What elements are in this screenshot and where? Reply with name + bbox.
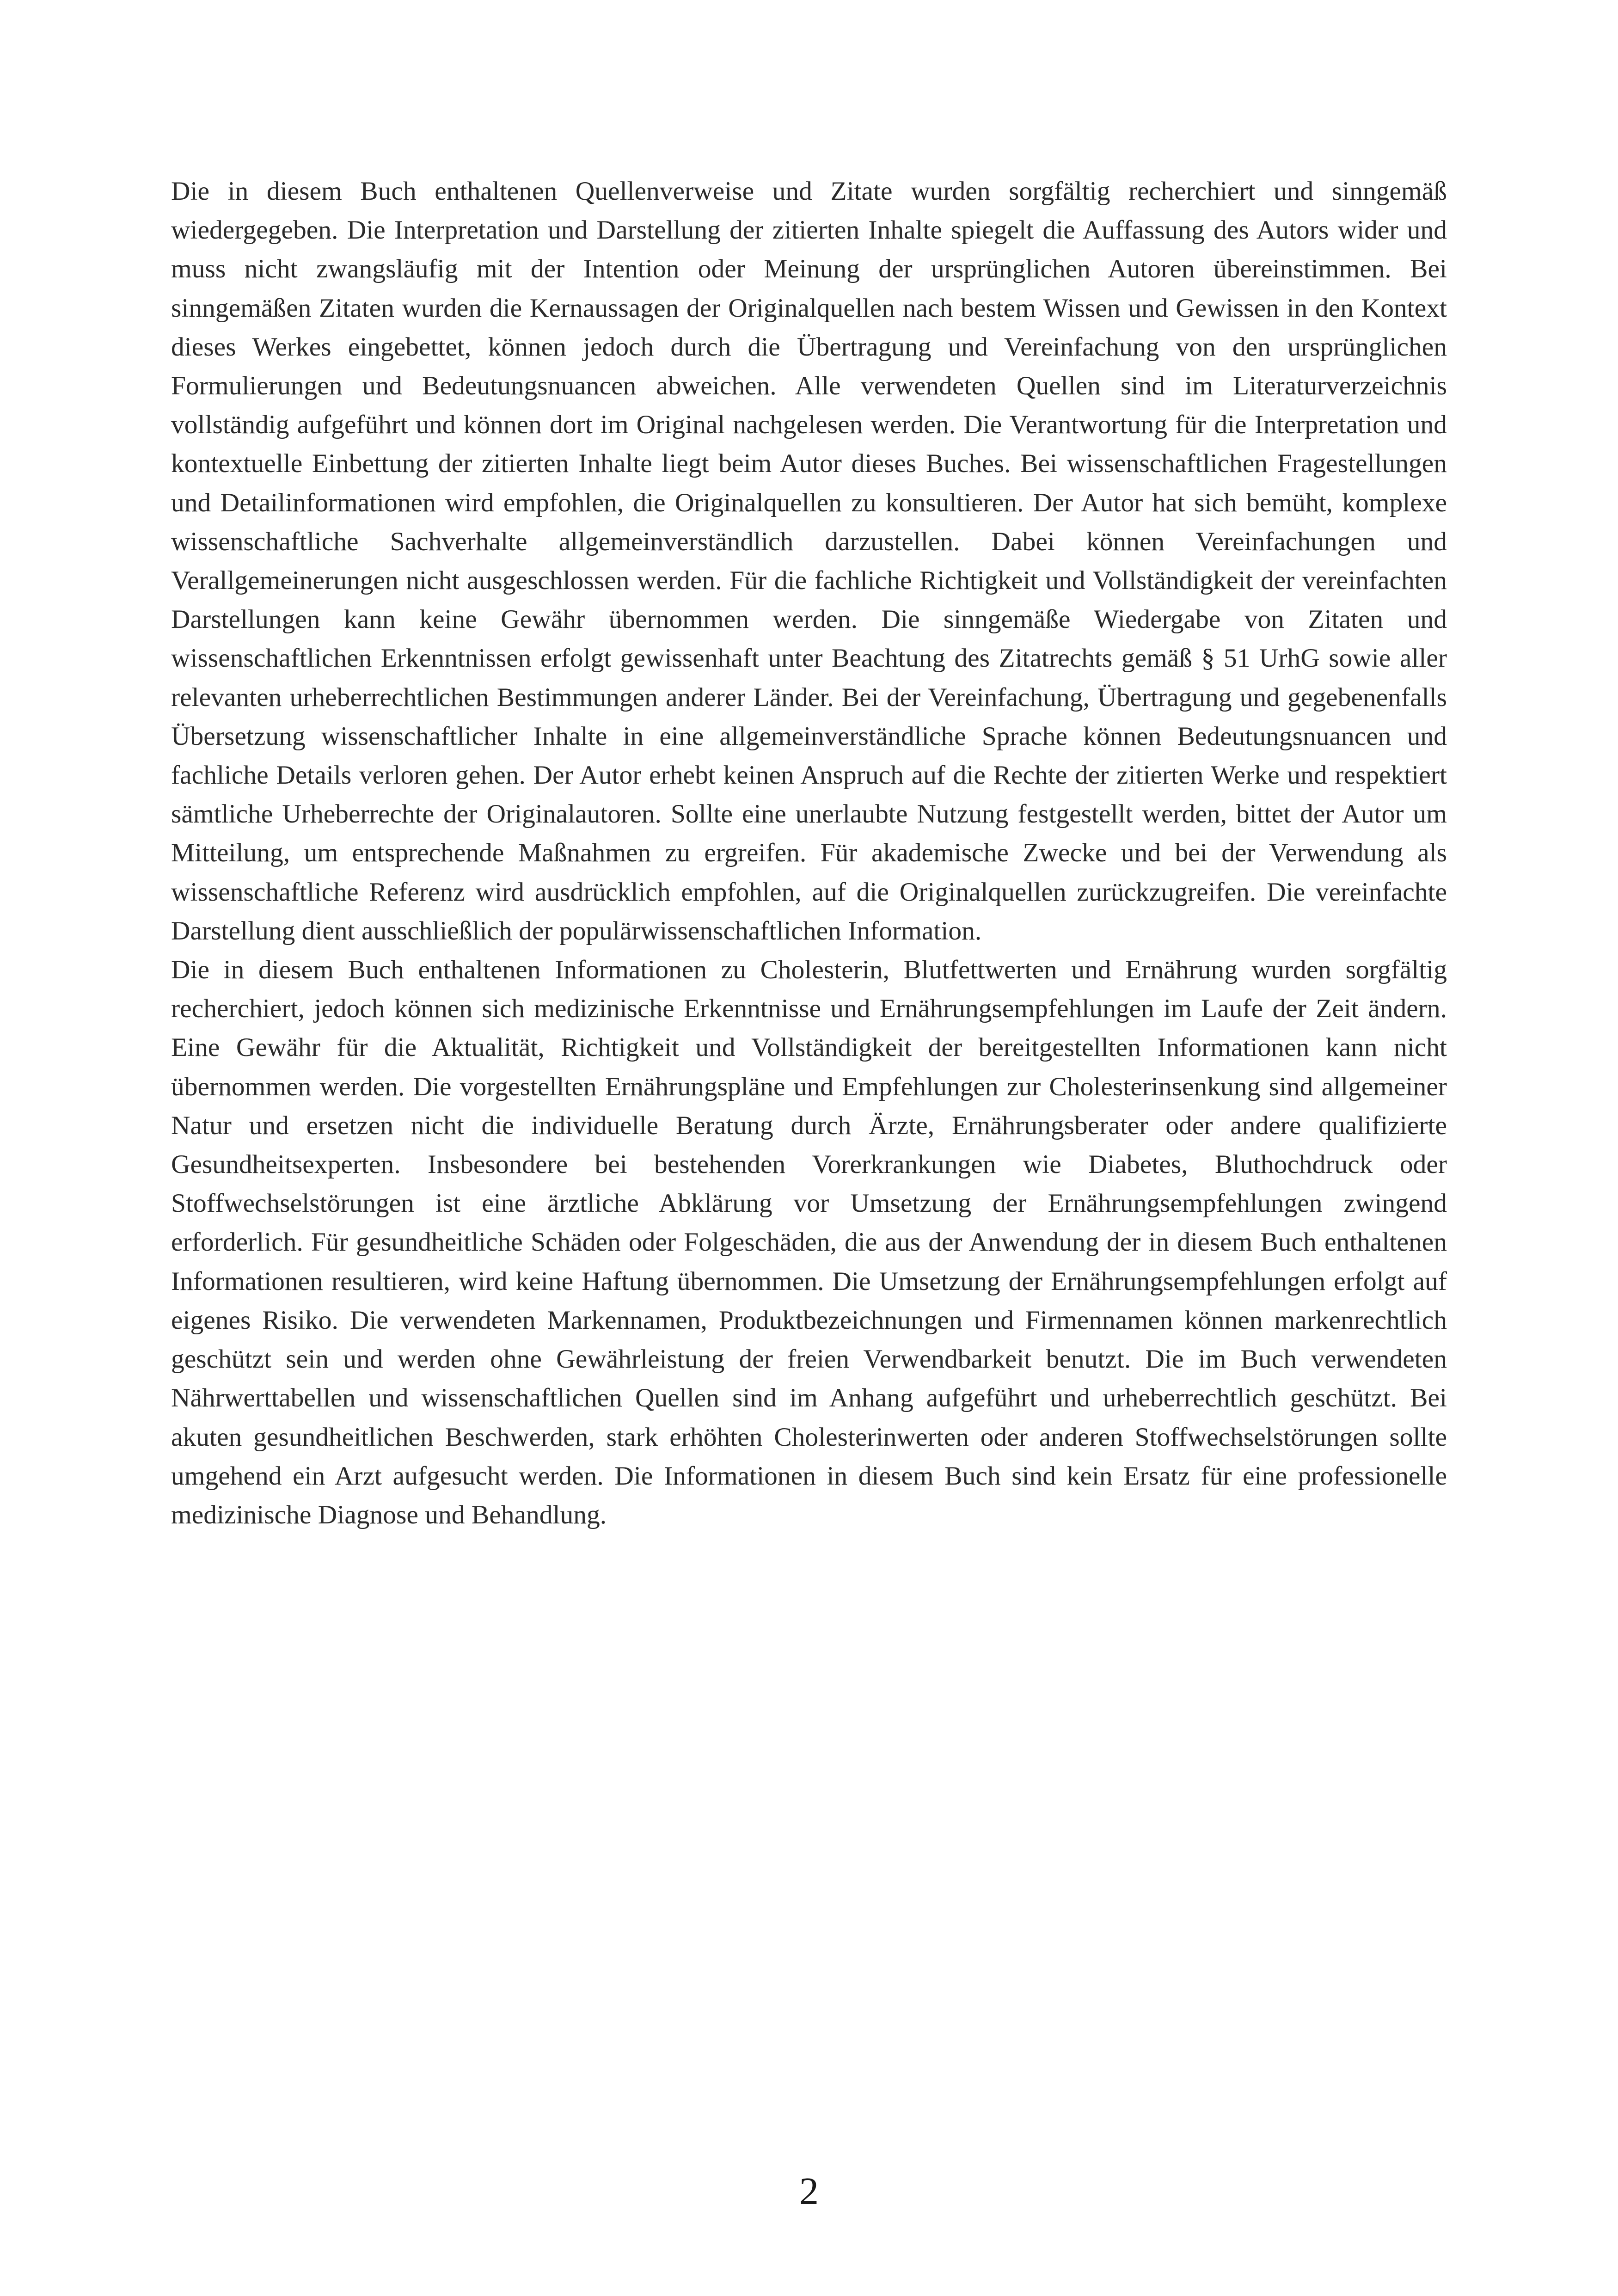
paragraph-health-disclaimer: Die in diesem Buch enthaltenen Informationen zu Cholesterin, Blutfettwerten und Ernährung wurden sorgfältig recherchiert, jedoch können sich medizinische Erkenntnisse und Ernährungsempfehlungen im Laufe der Zeit ändern. Eine Gewähr für die Aktualität, Richtigkeit und Vollständigkeit der bereitgestellten Informationen kann nicht übernommen werden. Die vorgestellten Ernährungspläne und Empfehlungen zur Cholesterinsenkung sind allgemeiner Natur und ersetzen nicht die individuelle Beratung durch Ärzte, Ernährungsberater oder andere qualifizierte Gesundheitsexperten. Insbesondere bei bestehenden Vorerkrankungen wie Diabetes, Bluthochdruck oder Stoffwechselstörungen ist eine ärztliche Abklärung vor Umsetzung der Ernährungsempfehlungen zwingend erforderlich. Für gesundheitliche Schäden oder Folgeschäden, die aus der Anwendung der in diesem Buch enthaltenen Informationen resultieren, wird keine Haftung übernommen. Die Umsetzung der Ernährungsempfehlungen erfolgt auf eigenes Risiko. Die verwendeten Markennamen, Produktbezeichnungen und Firmennamen können markenrechtlich geschützt sein und werden ohne Gewährleistung der freien Verwendbarkeit benutzt. Die im Buch verwendeten Nährwerttabellen und wissenschaftlichen Quellen sind im Anhang aufgeführt und urheberrechtlich geschützt. Bei akuten gesundheitlichen Beschwerden, stark erhöhten Cholesterinwerten oder anderen Stoffwechselstörungen sollte umgehend ein Arzt aufgesucht werden. Die Informationen in diesem Buch sind kein Ersatz für eine professionelle medizinische Diagnose und Behandlung.	[171, 955, 1447, 1529]
body-text	[171, 172, 1447, 1535]
paragraph-source-disclaimer: Die in diesem Buch enthaltenen Quellenverweise und Zitate wurden sorgfältig recherchiert und sinngemäß wiedergegeben. Die Interpretation und Darstellung der zitierten Inhalte spiegelt die Auffassung des Autors wider und muss nicht zwangsläufig mit der Intention oder Meinung der ursprünglichen Autoren übereinstimmen. Bei sinngemäßen Zitaten wurden die Kernaussagen der Originalquellen nach bestem Wissen und Gewissen in den Kontext dieses Werkes eingebettet, können jedoch durch die Übertragung und Vereinfachung von den ursprünglichen Formulierungen und Bedeutungsnuancen abweichen. Alle verwendeten Quellen sind im Literaturverzeichnis vollständig aufgeführt und können dort im Original nachgelesen werden. Die Verantwortung für die Interpretation und kontextuelle Einbettung der zitierten Inhalte liegt beim Autor dieses Buches. Bei wissenschaftlichen Fragestellungen und Detailinformationen wird empfohlen, die Originalquellen zu konsultieren. Der Autor hat sich bemüht, komplexe wissenschaftliche Sachverhalte allgemeinverständlich darzustellen. Dabei können Vereinfachungen und Verallgemeinerungen nicht ausgeschlossen werden. Für die fachliche Richtigkeit und Vollständigkeit der vereinfachten Darstellungen kann keine Gewähr übernommen werden. Die sinngemäße Wiedergabe von Zitaten und wissenschaftlichen Erkenntnissen erfolgt gewissenhaft unter Beachtung des Zitatrechts gemäß § 51 UrhG sowie aller relevanten urheberrechtlichen Bestimmungen anderer Länder. Bei der Vereinfachung, Übertragung und gegebenenfalls Übersetzung wissenschaftlicher Inhalte in eine allgemeinverständliche Sprache können Bedeutungsnuancen und fachliche Details verloren gehen. Der Autor erhebt keinen Anspruch auf die Rechte der zitierten Werke und respektiert sämtliche Urheberrechte der Originalautoren. Sollte eine unerlaubte Nutzung festgestellt werden, bittet der Autor um Mitteilung, um entsprechende Maßnahmen zu ergreifen. Für akademische Zwecke und bei der Verwendung als wissenschaftliche Referenz wird ausdrücklich empfohlen, auf die Originalquellen zurückzugreifen. Die vereinfachte Darstellung dient ausschließlich der populärwissenschaftlichen Information.	[171, 177, 1447, 945]
page-number: 2	[799, 2170, 819, 2213]
